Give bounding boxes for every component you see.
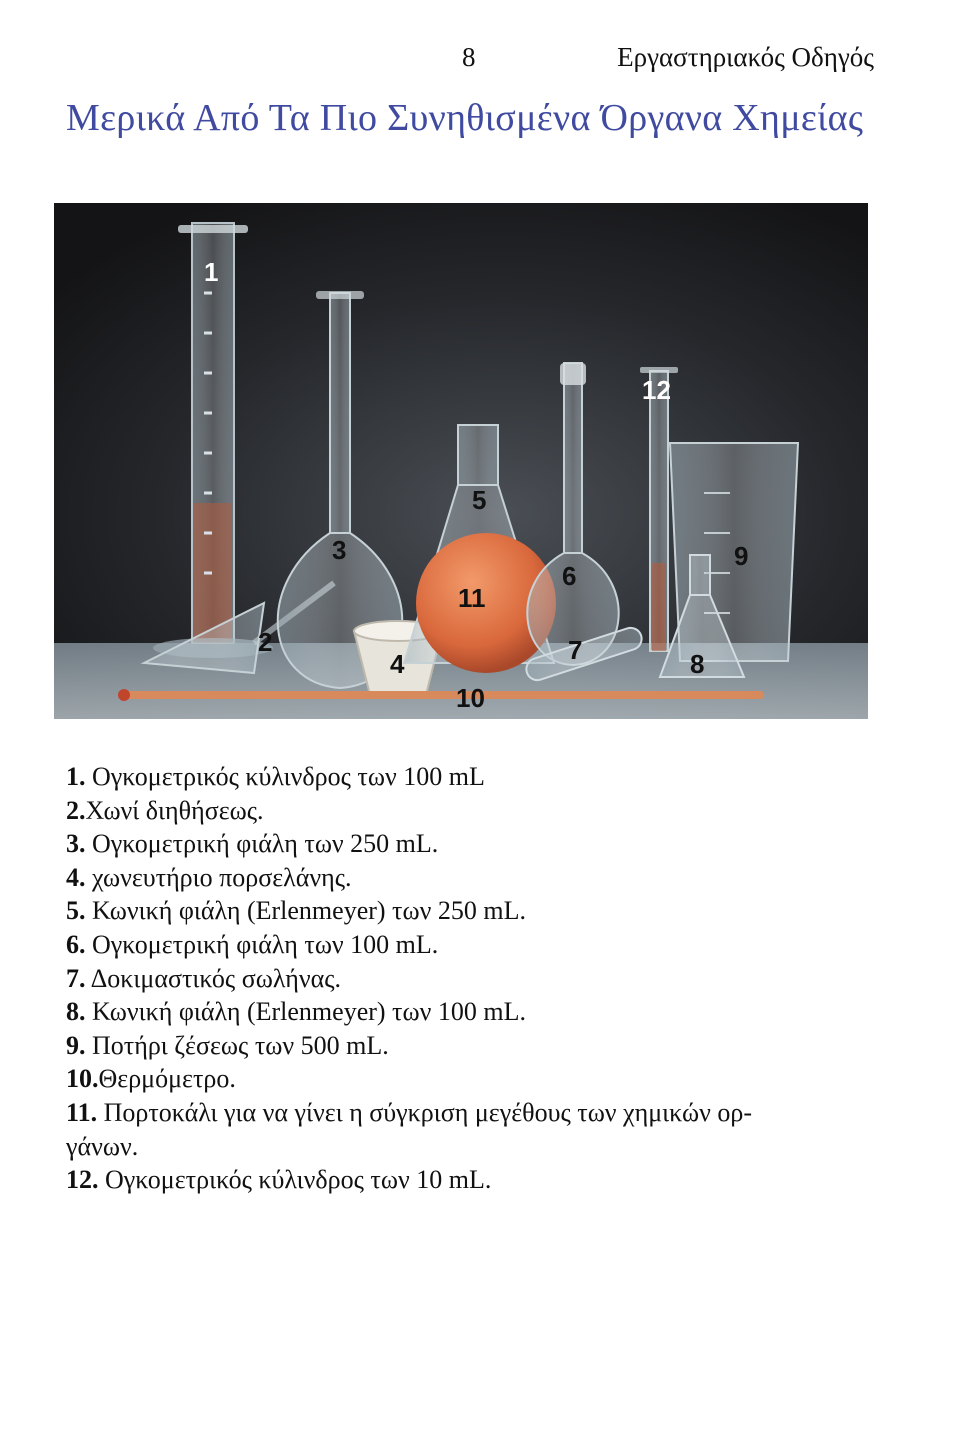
legend-item: 8. Κωνική φιάλη (Erlenmeyer) των 100 mL. — [66, 997, 526, 1027]
legend-item: 2.Χωνί διηθήσεως. — [66, 795, 264, 825]
running-header: Εργαστηριακός Οδηγός — [617, 42, 874, 72]
lab-equipment-photo — [54, 203, 868, 719]
legend-item: 6. Ογκομετρική φιάλη των 100 mL. — [66, 929, 439, 959]
legend-item: 11. Πορτοκάλι για να γίνει η σύγκριση μεγέθους των χημικών ορ- — [66, 1097, 753, 1127]
photo-label-1: 1 — [204, 257, 219, 287]
photo-label-2: 2 — [258, 627, 273, 657]
equipment-legend — [66, 760, 896, 1197]
legend-item: γάνων. — [66, 1131, 139, 1161]
photo-label-7: 7 — [568, 635, 583, 665]
legend-item: 10.Θερμόμετρο. — [66, 1064, 236, 1094]
legend-item: 9. Ποτήρι ζέσεως των 500 mL. — [66, 1030, 389, 1060]
photo-label-4: 4 — [390, 649, 405, 679]
section-title: Μερικά Από Τα Πιο Συνηθισμένα Όργανα Χημείας — [66, 97, 864, 139]
photo-label-8: 8 — [690, 649, 705, 679]
photo-label-6: 6 — [562, 561, 577, 591]
legend-item: 5. Κωνική φιάλη (Erlenmeyer) των 250 mL. — [66, 896, 526, 926]
legend-item: 3. Ογκομετρική φιάλη των 250 mL. — [66, 829, 439, 859]
page-number: 8 — [462, 42, 476, 72]
legend-item: 1. Ογκομετρικός κύλινδρος των 100 mL — [66, 762, 485, 791]
lab-equipment-illustration — [54, 203, 868, 719]
photo-label-3: 3 — [332, 535, 347, 565]
photo-label-10: 10 — [456, 683, 485, 713]
photo-label-11: 11 — [458, 583, 486, 613]
photo-label-9: 9 — [734, 541, 749, 571]
legend-item: 12. Ογκομετρικός κύλινδρος των 10 mL. — [66, 1165, 492, 1195]
photo-label-5: 5 — [472, 485, 487, 515]
legend-item: 7. Δοκιμαστικός σωλήνας. — [66, 963, 342, 993]
legend-item: 4. χωνευτήριο πορσελάνης. — [66, 862, 352, 892]
photo-label-12: 12 — [642, 375, 671, 405]
